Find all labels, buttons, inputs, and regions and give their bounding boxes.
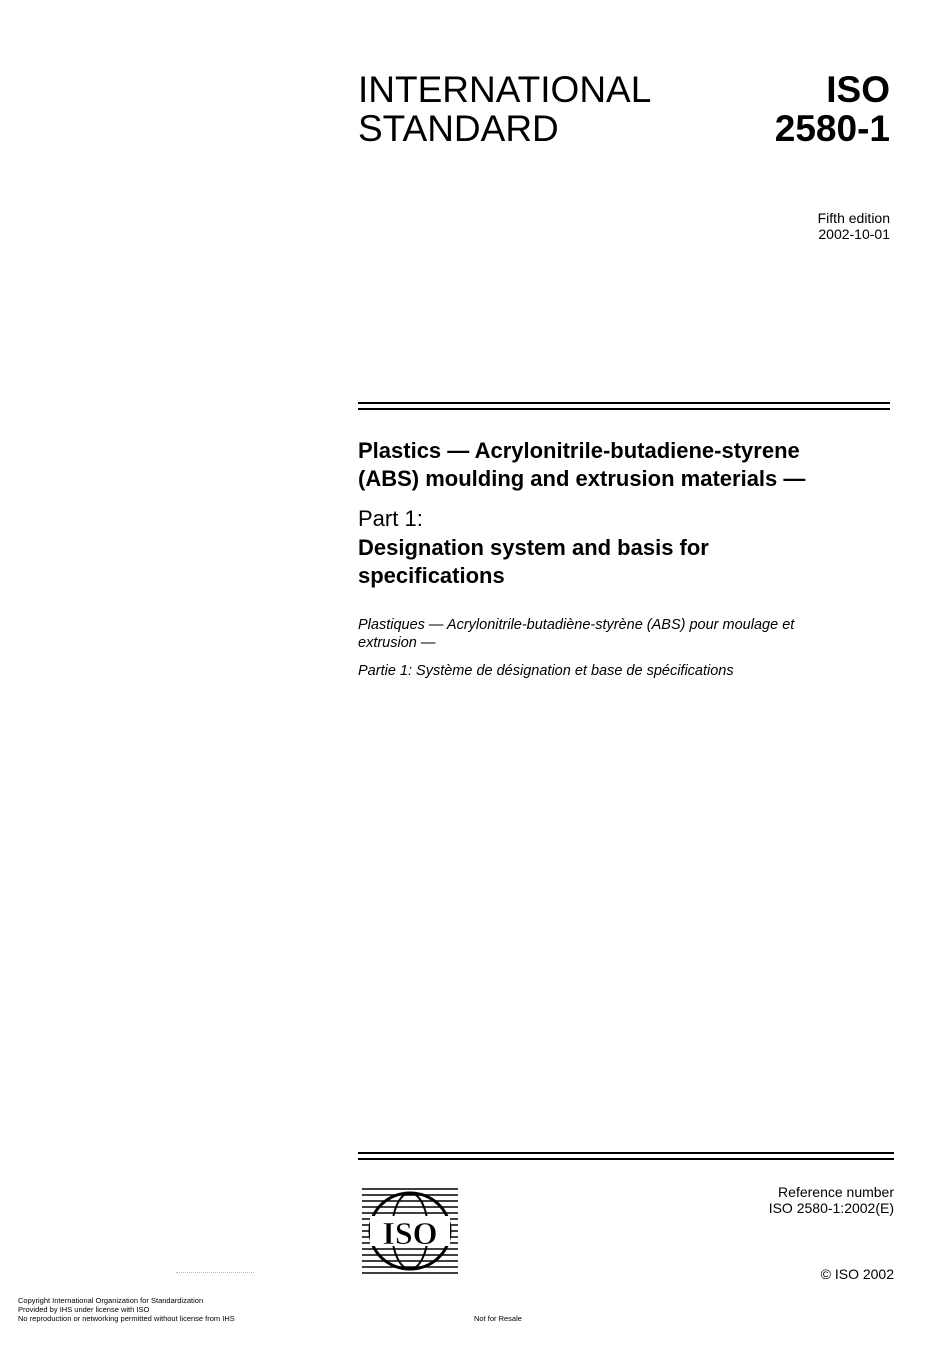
iso-label: ISO	[826, 69, 890, 110]
iso-logo-text: ISO	[382, 1215, 438, 1251]
main-title	[358, 437, 898, 493]
standard-number-block	[775, 70, 890, 148]
edition-text: Fifth edition	[817, 210, 890, 226]
footer-copyright: Copyright International Organization for Standardization	[18, 1296, 204, 1305]
footer-not-for-resale: Not for Resale	[474, 1314, 522, 1323]
edition-block	[818, 210, 890, 242]
french-part-title: Partie 1: Système de désignation et base de spécifications	[358, 663, 734, 679]
standard-type-line1: INTERNATIONAL	[358, 69, 652, 110]
footer-provided-by: Provided by IHS under license with ISO	[18, 1305, 150, 1314]
part-title-line2: specifications	[358, 563, 505, 588]
main-title-line1: Plastics — Acrylonitrile-butadiene-styrene	[358, 438, 800, 463]
french-title-line1: Plastiques — Acrylonitrile-butadiène-styrène (ABS) pour moulage et	[358, 617, 795, 633]
french-title-line2: extrusion —	[358, 635, 436, 651]
part-title-line1: Designation system and basis for	[358, 535, 709, 560]
edition-date: 2002-10-01	[818, 226, 890, 242]
reference-number: ISO 2580-1:2002(E)	[768, 1200, 894, 1216]
footer-no-reproduction: No reproduction or networking permitted without license from IHS	[18, 1314, 235, 1323]
standard-type-line2: STANDARD	[358, 108, 559, 149]
part-title	[358, 534, 878, 590]
copyright-notice: © ISO 2002	[820, 1266, 894, 1282]
part-label: Part 1:	[358, 506, 423, 531]
standard-number: 2580-1	[774, 108, 890, 149]
scan-artifact	[176, 1272, 254, 1277]
main-title-line2: (ABS) moulding and extrusion materials —	[358, 466, 806, 491]
title-divider-top	[358, 402, 890, 410]
iso-logo	[360, 1186, 460, 1278]
iso-logo-icon	[360, 1186, 460, 1278]
reference-label: Reference number	[778, 1184, 894, 1200]
standard-type	[358, 70, 651, 148]
reference-divider	[358, 1152, 894, 1160]
french-title	[358, 616, 858, 652]
